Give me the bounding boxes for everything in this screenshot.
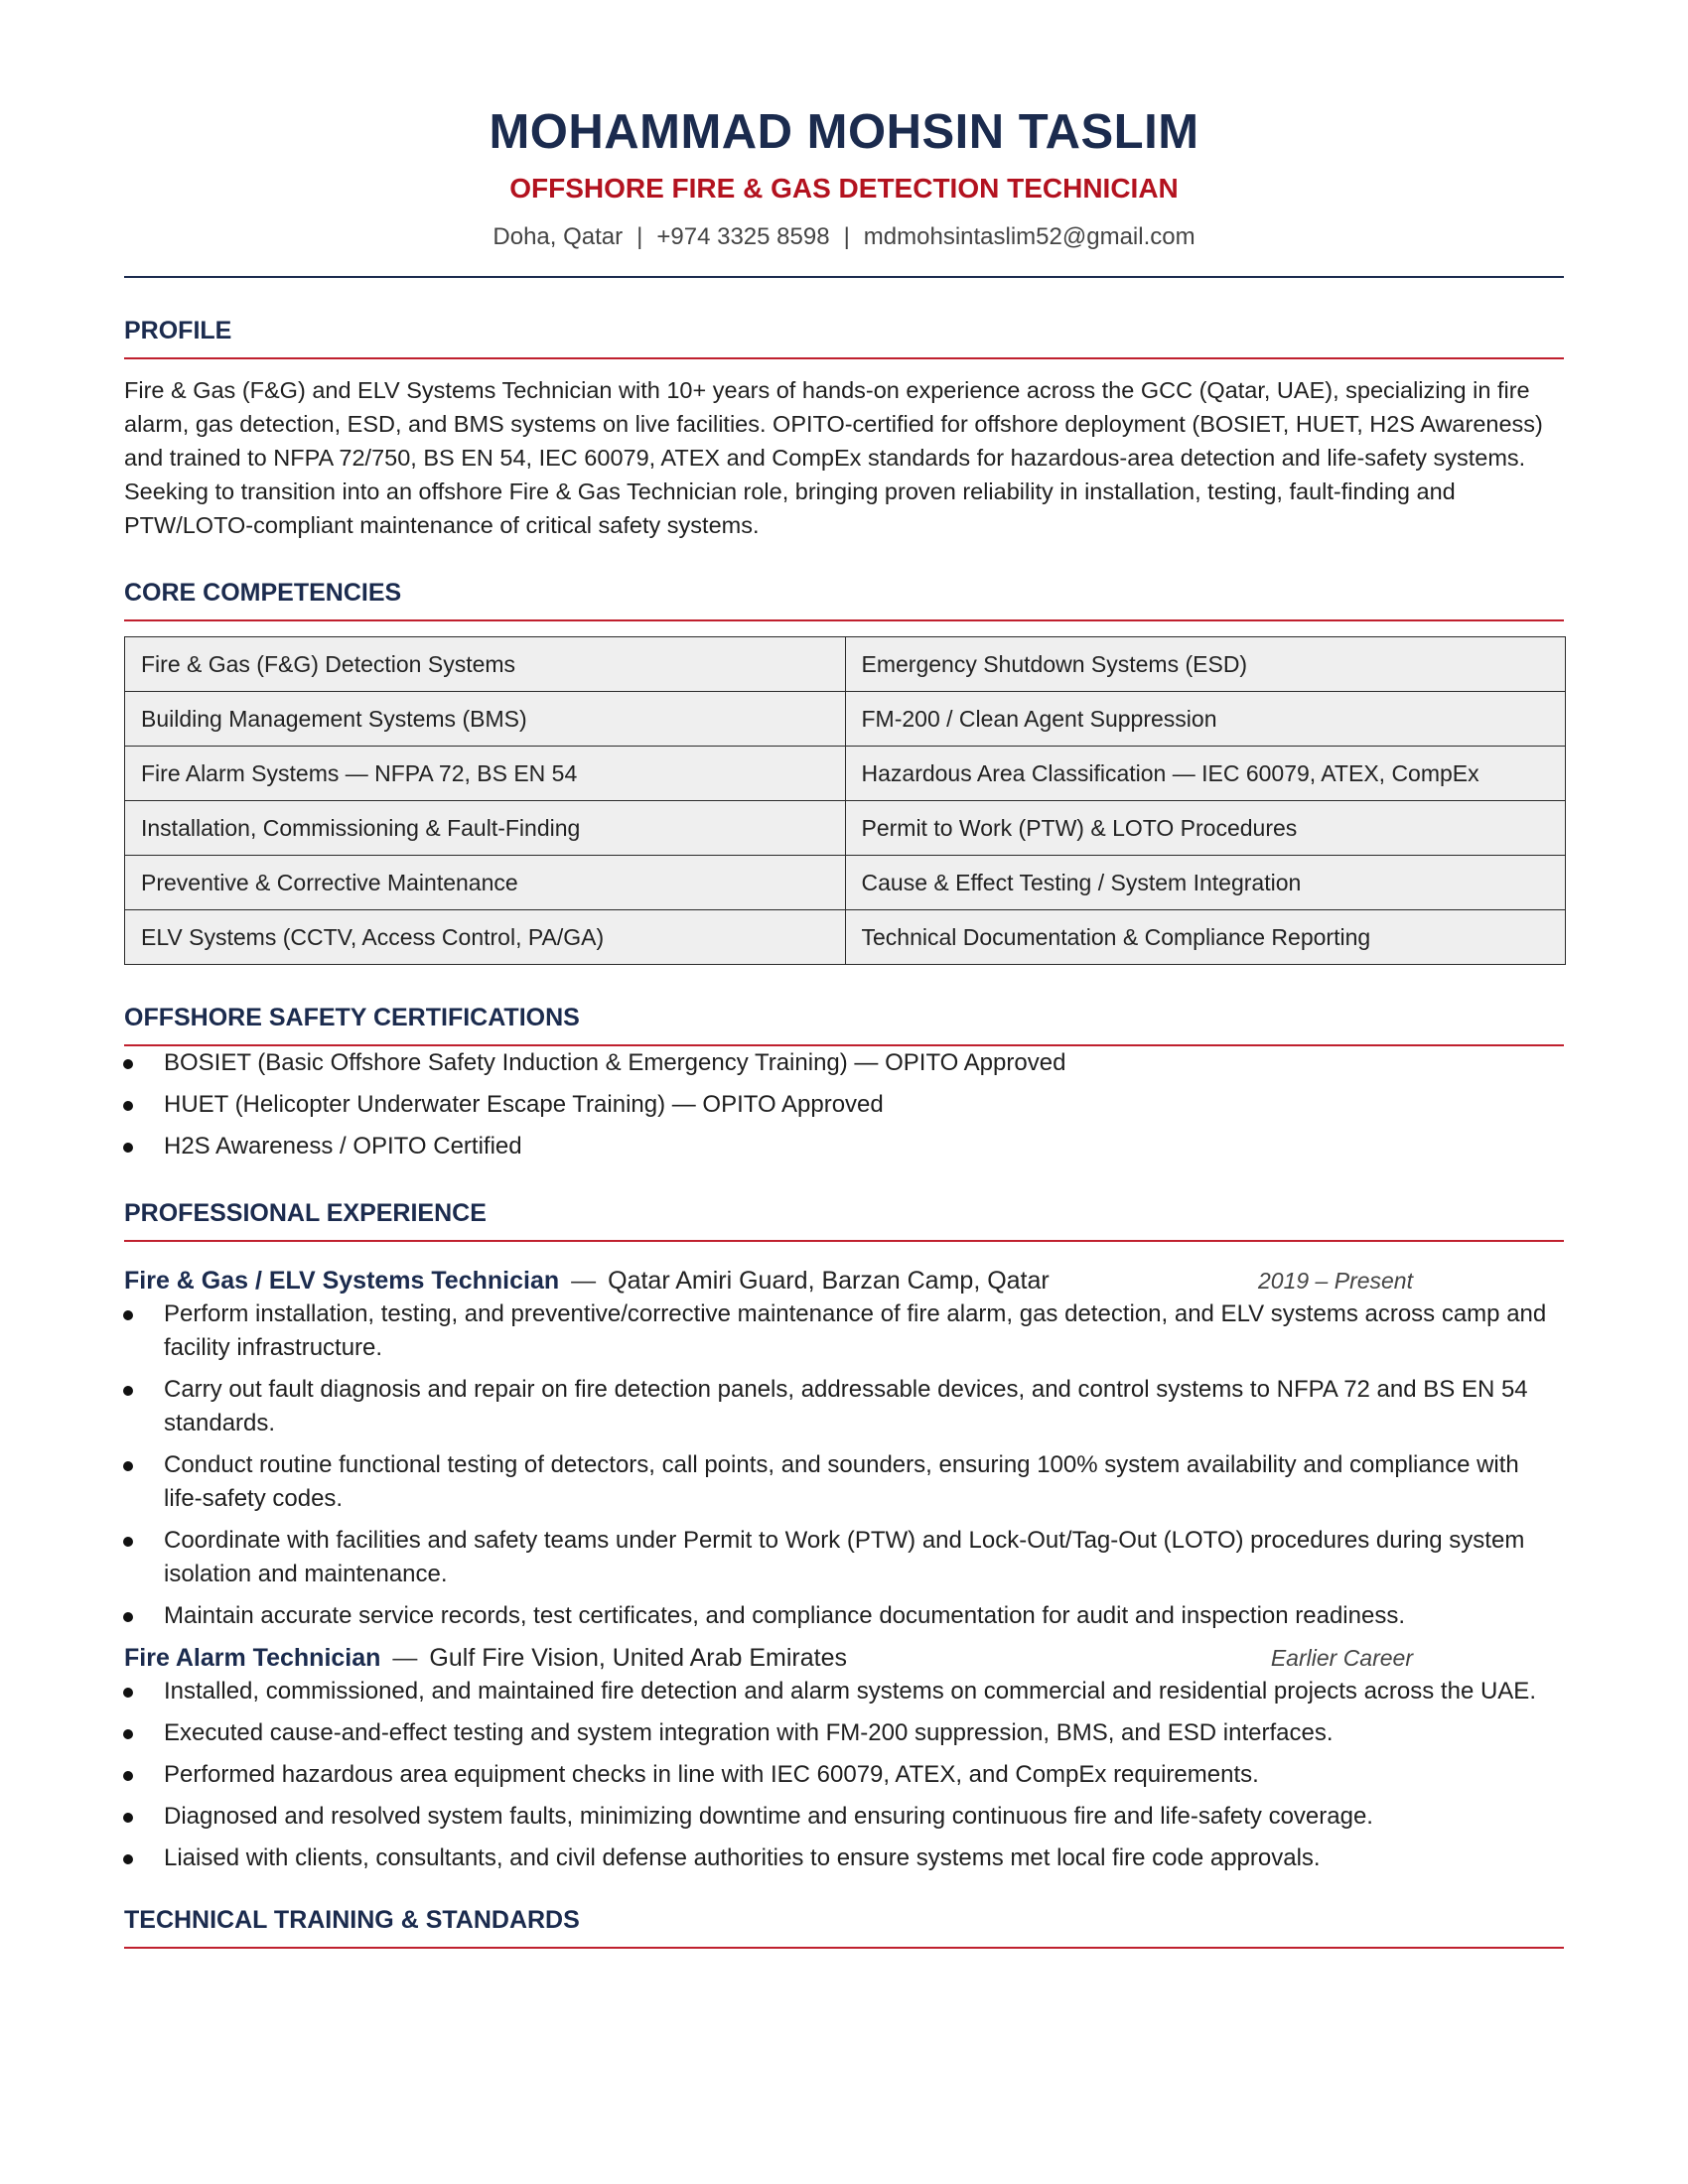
bullet-icon <box>123 1813 133 1823</box>
job-bullet-text: Conduct routine functional testing of detectors, call points, and sounders, ensuring 100% system availability and compliance with life-safety codes. <box>164 1451 1519 1512</box>
job-bullet-text: Coordinate with facilities and safety teams under Permit to Work (PTW) and Lock-Out/Tag-Out (LOTO) procedures during system isolation and maintenance. <box>164 1527 1525 1587</box>
competency-cell: Fire & Gas (F&G) Detection Systems <box>125 637 846 692</box>
list-item <box>124 1088 1564 1122</box>
job-bullet-text: Perform installation, testing, and preventive/corrective maintenance of fire alarm, gas detection, and ELV systems across camp and facility infrastructure. <box>164 1300 1547 1361</box>
candidate-name: MOHAMMAD MOHSIN TASLIM <box>489 105 1199 159</box>
section-title-competencies: CORE COMPETENCIES <box>124 578 1564 621</box>
competencies-table <box>124 636 1566 965</box>
section-title-training: TECHNICAL TRAINING & STANDARDS <box>124 1905 1564 1949</box>
list-item <box>124 1675 1564 1708</box>
job-bullet-text: Installed, commissioned, and maintained fire detection and alarm systems on commercial and residential projects across the UAE. <box>164 1678 1536 1705</box>
list-item <box>124 1297 1564 1365</box>
bullet-icon <box>123 1537 133 1547</box>
bullet-icon <box>123 1059 133 1069</box>
bullet-icon <box>123 1771 133 1781</box>
job-header <box>124 1641 1564 1675</box>
table-row <box>125 747 1566 801</box>
job-bullets <box>124 1675 1564 1875</box>
list-item <box>124 1800 1564 1834</box>
contact-phone: +974 3325 8598 <box>656 223 830 250</box>
bullet-icon <box>123 1386 133 1396</box>
competency-cell: Permit to Work (PTW) & LOTO Procedures <box>845 801 1566 856</box>
competency-cell: Preventive & Corrective Maintenance <box>125 856 846 910</box>
competency-cell: FM-200 / Clean Agent Suppression <box>845 692 1566 747</box>
bullet-icon <box>123 1310 133 1320</box>
list-item <box>124 1599 1564 1633</box>
section-title-experience: PROFESSIONAL EXPERIENCE <box>124 1198 1564 1242</box>
list-item <box>124 1373 1564 1440</box>
job-dash: — <box>571 1267 597 1295</box>
section-title-profile: PROFILE <box>124 316 1564 359</box>
list-item <box>124 1842 1564 1875</box>
job-dates: 2019 – Present <box>1257 1268 1413 1294</box>
training-section <box>124 1905 1564 1949</box>
bullet-icon <box>123 1688 133 1698</box>
job-title: Fire Alarm Technician <box>124 1644 381 1672</box>
job-header <box>124 1264 1564 1297</box>
table-row <box>125 856 1566 910</box>
table-row <box>125 692 1566 747</box>
table-row <box>125 637 1566 692</box>
experience-section <box>124 1198 1564 1875</box>
competency-cell: Cause & Effect Testing / System Integration <box>845 856 1566 910</box>
profile-section <box>124 316 1564 542</box>
list-item <box>124 1758 1564 1792</box>
table-row <box>125 801 1566 856</box>
table-row <box>125 910 1566 965</box>
competency-cell: Installation, Commissioning & Fault-Finding <box>125 801 846 856</box>
contact-separator: | <box>636 223 643 250</box>
competency-cell: ELV Systems (CCTV, Access Control, PA/GA) <box>125 910 846 965</box>
contact-location: Doha, Qatar <box>492 223 624 250</box>
job-bullet-text: Carry out fault diagnosis and repair on fire detection panels, addressable devices, and control systems to NFPA 72 and BS EN 54 standards. <box>164 1376 1528 1436</box>
competency-cell: Technical Documentation & Compliance Reporting <box>845 910 1566 965</box>
bullet-icon <box>123 1101 133 1111</box>
bullet-icon <box>123 1854 133 1864</box>
job-bullet-text: Executed cause-and-effect testing and system integration with FM-200 suppression, BMS, and ESD interfaces. <box>164 1719 1334 1746</box>
certification-text: HUET (Helicopter Underwater Escape Training) — OPITO Approved <box>164 1091 884 1118</box>
list-item <box>124 1046 1564 1080</box>
job-title: Fire & Gas / ELV Systems Technician <box>124 1267 560 1295</box>
list-item <box>124 1130 1564 1163</box>
job-dash: — <box>392 1644 418 1672</box>
competencies-section <box>124 578 1564 965</box>
bullet-icon <box>123 1729 133 1739</box>
competency-cell: Hazardous Area Classification — IEC 60079, ATEX, CompEx <box>845 747 1566 801</box>
contact-separator: | <box>843 223 850 250</box>
competency-cell: Building Management Systems (BMS) <box>125 692 846 747</box>
job-bullet-text: Maintain accurate service records, test certificates, and compliance documentation for audit and inspection readiness. <box>164 1602 1405 1629</box>
bullet-icon <box>123 1461 133 1471</box>
candidate-headline: OFFSHORE FIRE & GAS DETECTION TECHNICIAN <box>509 173 1179 204</box>
list-item <box>124 1448 1564 1516</box>
resume-page <box>124 0 1564 1949</box>
list-item <box>124 1716 1564 1750</box>
certification-text: H2S Awareness / OPITO Certified <box>164 1133 522 1160</box>
job-bullets <box>124 1297 1564 1633</box>
certifications-list <box>124 1046 1564 1163</box>
header-divider <box>124 276 1564 278</box>
job-company: Qatar Amiri Guard, Barzan Camp, Qatar <box>608 1267 1050 1295</box>
certification-text: BOSIET (Basic Offshore Safety Induction & Emergency Training) — OPITO Approved <box>164 1049 1066 1076</box>
contact-line <box>124 222 1564 252</box>
job-dates: Earlier Career <box>1270 1645 1413 1671</box>
job-bullet-text: Performed hazardous area equipment checks in line with IEC 60079, ATEX, and CompEx requirements. <box>164 1761 1259 1788</box>
profile-summary: Fire & Gas (F&G) and ELV Systems Technician with 10+ years of hands-on experience across the GCC (Qatar, UAE), specializing in fire alarm, gas detection, ESD, and BMS systems on live facilities. OPITO-certified for offshore deployment (BOSIET, HUET, H2S Awareness) and trained to NFPA 72/750, BS EN 54, IEC 60079, ATEX and CompEx standards for hazardous-area detection and life-safety systems. Seeking to transition into an offshore Fire & Gas Technician role, bringing proven reliability in installation, testing, fault-finding and PTW/LOTO-compliant maintenance of critical safety systems. <box>124 377 1543 538</box>
section-title-certifications: OFFSHORE SAFETY CERTIFICATIONS <box>124 1003 1564 1046</box>
contact-email[interactable]: mdmohsintaslim52@gmail.com <box>863 223 1196 250</box>
job-company: Gulf Fire Vision, United Arab Emirates <box>429 1644 847 1672</box>
competency-cell: Fire Alarm Systems — NFPA 72, BS EN 54 <box>125 747 846 801</box>
job-bullet-text: Liaised with clients, consultants, and civil defense authorities to ensure systems met local fire code approvals. <box>164 1844 1321 1871</box>
bullet-icon <box>123 1612 133 1622</box>
certifications-section <box>124 1003 1564 1163</box>
bullet-icon <box>123 1143 133 1153</box>
job-bullet-text: Diagnosed and resolved system faults, minimizing downtime and ensuring continuous fire and life-safety coverage. <box>164 1803 1373 1830</box>
list-item <box>124 1524 1564 1591</box>
competency-cell: Emergency Shutdown Systems (ESD) <box>845 637 1566 692</box>
